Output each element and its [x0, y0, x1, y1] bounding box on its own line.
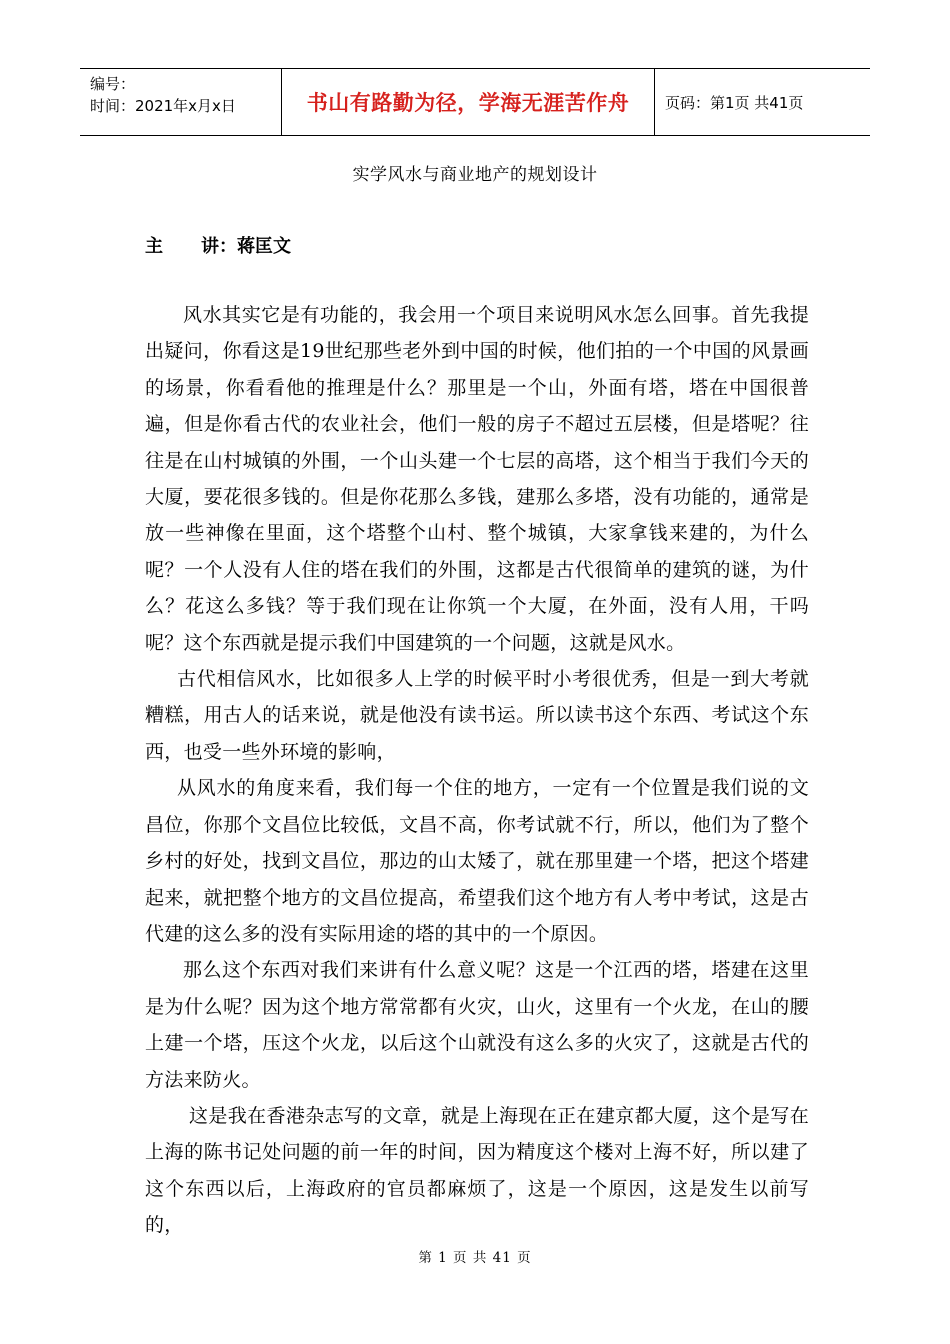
document-body [145, 297, 809, 1244]
paragraph: 古代相信风水，比如很多人上学的时候平时小考很优秀，但是一到大考就糟糕，用古人的话来说，就是他没有读书运。所以读书这个东西、考试这个东西，也受一些外环境的影响， [145, 668, 809, 763]
time-label: 时间：2021年x月x日 [90, 97, 236, 115]
header-page-info: 页码：第1页 共41页 [665, 93, 804, 112]
header-motto: 书山有路勤为径，学海无涯苦作舟 [282, 69, 655, 135]
speaker-line [145, 232, 291, 258]
paragraph: 那么这个东西对我们来讲有什么意义呢？这是一个江西的塔，塔建在这里是为什么呢？因为这个地方常常都有火灾，山火，这里有一个火龙，在山的腰上建一个塔，压这个火龙，以后这个山就没有这么多的火灾了，这就是古代的方法来防火。 [145, 959, 809, 1091]
paragraph: 这是我在香港杂志写的文章，就是上海现在正在建京都大厦，这个是写在上海的陈书记处问题的前一年的时间，因为精度这个楼对上海不好，所以建了这个东西以后，上海政府的官员都麻烦了，这是一个原因，这是发生以前写的， [145, 1104, 809, 1237]
document-header [80, 68, 870, 136]
number-label: 编号： [90, 75, 136, 93]
speaker-label-b: 讲：蒋匡文 [201, 236, 291, 257]
header-meta-cell [80, 69, 282, 135]
paragraph: 风水其实它是有功能的，我会用一个项目来说明风水怎么回事。首先我提出疑问，你看这是19世纪那些老外到中国的时候，他们拍的一个中国的风景画的场景，你看看他的推理是什么？那里是一个山，外面有塔，塔在中国很普遍，但是你看古代的农业社会，他们一般的房子不超过五层楼，但是塔呢？往往是在山村城镇的外围，一个山头建一个七层的高塔，这个相当于我们今天的大厦，要花很多钱的。但是你花那么多钱，建那么多塔，没有功能的，通常是放一些神像在里面，这个塔整个山村、整个城镇，大家拿钱来建的，为什么呢？一个人没有人住的塔在我们的外围，这都是古代很简单的建筑的谜，为什么？花这么多钱？等于我们现在让你筑一个大厦，在外面，没有人用，干吗呢？这个东西就是提示我们中国建筑的一个问题，这就是风水。 [145, 304, 809, 654]
paragraph: 从风水的角度来看，我们每一个住的地方，一定有一个位置是我们说的文昌位，你那个文昌位比较低，文昌不高，你考试就不行，所以，他们为了整个乡村的好处，找到文昌位，那边的山太矮了，就在那里建一个塔，把这个塔建起来，就把整个地方的文昌位提高，希望我们这个地方有人考中考试，这是古代建的这么多的没有实际用途的塔的其中的一个原因。 [145, 777, 809, 945]
document-title: 实学风水与商业地产的规划设计 [352, 165, 598, 185]
page-footer: 第 1 页 共 41 页 [418, 1250, 532, 1266]
speaker-label-a: 主 [145, 236, 163, 257]
